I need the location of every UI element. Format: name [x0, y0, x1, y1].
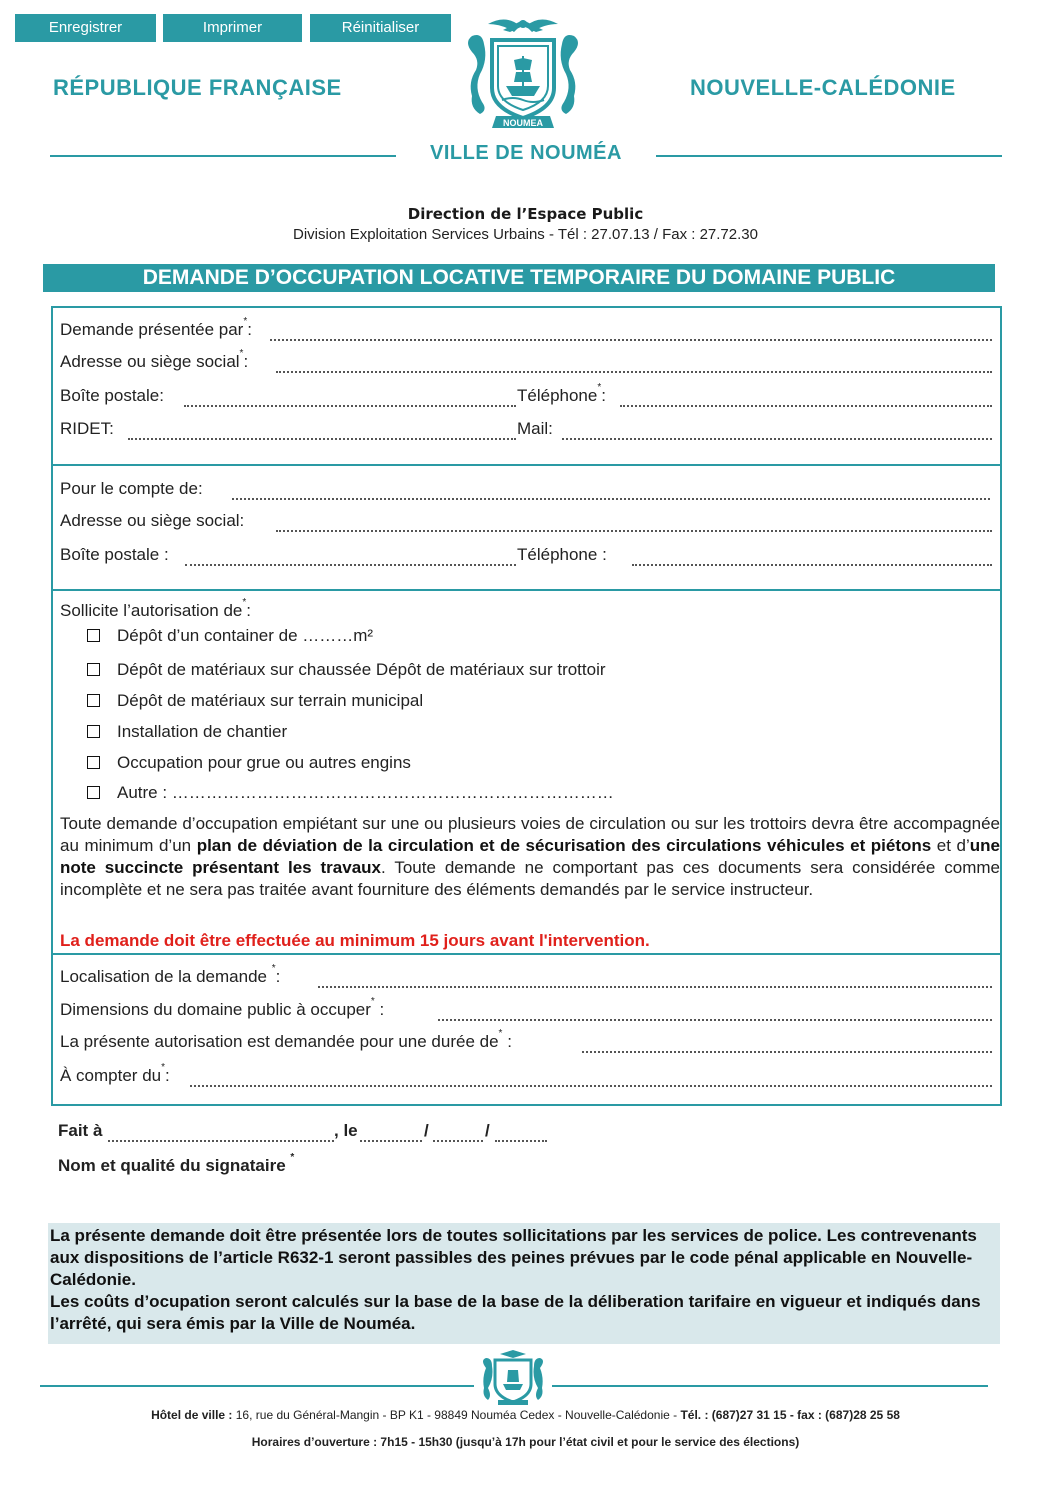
applicant-phone-field[interactable] — [620, 391, 992, 407]
option-site-installation-label: Installation de chantier — [117, 722, 288, 741]
behalf-address-label: Adresse ou siège social: — [60, 511, 245, 530]
legal-paragraph-costs: Les coûts d’ocupation seront calculés sur la base de la base de la déliberation tarifaire en vigueur et indiqués dans l’arrêté, qui sera émis par la Ville de Nouméa. — [50, 1292, 981, 1333]
footer-address: Hôtel de ville : 16, rue du Général-Mangin - BP K1 - 98849 Nouméa Cedex - Nouvelle-Calédonie - Tél. : (687)27 31 15 - fax : (687)28 25 58 — [151, 1408, 900, 1422]
option-materials-road-label: Dépôt de matériaux sur chaussée Dépôt de matériaux sur trottoir — [117, 660, 606, 679]
dimensions-label: Dimensions du domaine public à occuper* : — [60, 996, 385, 1019]
account-of-field[interactable] — [232, 484, 990, 500]
duration-label: La présente autorisation est demandée pour une durée de* : — [60, 1028, 512, 1051]
save-button[interactable]: Enregistrer — [15, 14, 156, 42]
start-date-field[interactable] — [190, 1071, 992, 1087]
checkbox-container[interactable] — [87, 629, 100, 642]
behalf-phone-label: Téléphone : — [517, 545, 607, 564]
legal-paragraph-police: La présente demande doit être présentée lors de toutes sollicitations par les services de police. Les contrevenants aux dispositions de l’article R632-1 seront passibles des peines prévues par le code pénal applicable en Nouvelle-Calédonie. — [50, 1226, 977, 1289]
signatory-label: Nom et qualité du signataire * — [58, 1152, 295, 1175]
footer-rule-left — [40, 1385, 474, 1387]
date-day-field[interactable] — [360, 1126, 422, 1142]
date-month-field[interactable] — [433, 1126, 483, 1142]
print-button[interactable]: Imprimer — [163, 14, 302, 42]
header-rule-left — [50, 155, 396, 157]
duration-field[interactable] — [582, 1037, 992, 1053]
done-at-field[interactable] — [108, 1126, 334, 1142]
option-container-label: Dépôt d’un container de ………m² — [117, 626, 374, 645]
reset-button[interactable]: Réinitialiser — [310, 14, 451, 42]
checkbox-other[interactable] — [87, 786, 100, 799]
dimensions-field[interactable] — [438, 1005, 992, 1021]
ridet-field[interactable] — [128, 424, 516, 440]
date-label: , le — [334, 1121, 358, 1140]
option-municipal-land-label: Dépôt de matériaux sur terrain municipal — [117, 691, 424, 710]
deadline-warning: La demande doit être effectuée au minimum 15 jours avant l'intervention. — [60, 931, 650, 950]
requirements-notice: Toute demande d’occupation empiétant sur une ou plusieurs voies de circulation ou sur les trottoirs devra être accompagnée au minimum d’un plan de déviation de la circulation et de sécurisation des circulations véhicules et piétons et d’une note succincte présentant les travaux. Toute demande ne comportant pas ces documents sera considérée comme incomplète et ne sera pas traitée avant fourniture des éléments demandés par le service instructeur. — [60, 814, 1000, 899]
date-separator: / — [424, 1121, 429, 1140]
division-contact: Division Exploitation Services Urbains - Tél : 27.07.13 / Fax : 27.72.30 — [293, 226, 758, 243]
legal-notice-box — [48, 1223, 1000, 1344]
section-divider — [51, 464, 1002, 466]
noumea-crest-logo — [458, 12, 588, 130]
mail-label: Mail: — [517, 419, 553, 438]
footer-crest-logo — [478, 1350, 548, 1406]
done-at-label: Fait à — [58, 1121, 103, 1140]
behalf-po-box-field[interactable] — [185, 550, 516, 566]
requested-by-label: Demande présentée par*: — [60, 316, 252, 339]
footer-hours: Horaires d’ouverture : 7h15 - 15h30 (jusqu’à 17h pour l’état civil et pour le service des élections) — [251, 1435, 800, 1449]
location-label: Localisation de la demande *: — [60, 963, 281, 986]
location-field[interactable] — [318, 972, 992, 988]
header-rule-right — [656, 155, 1002, 157]
account-of-label: Pour le compte de: — [60, 479, 203, 498]
city-title: VILLE DE NOUMÉA — [430, 142, 622, 164]
authorization-label: Sollicite l’autorisation de*: — [60, 597, 252, 620]
applicant-address-field[interactable] — [276, 357, 992, 373]
start-date-label: À compter du*: — [60, 1062, 170, 1085]
crest-banner-text: NOUMEA — [503, 118, 543, 128]
direction-title: Direction de l’Espace Public — [407, 205, 644, 223]
ridet-label: RIDET: — [60, 419, 114, 438]
section-divider — [51, 953, 1002, 955]
option-crane-label: Occupation pour grue ou autres engins — [117, 753, 411, 772]
applicant-phone-label: Téléphone*: — [517, 382, 606, 405]
footer-rule-right — [552, 1385, 988, 1387]
checkbox-municipal-land[interactable] — [87, 694, 100, 707]
checkbox-crane[interactable] — [87, 756, 100, 769]
nouvelle-caledonie-heading: NOUVELLE-CALÉDONIE — [690, 75, 956, 100]
applicant-po-box-field[interactable] — [184, 391, 516, 407]
behalf-phone-field[interactable] — [632, 550, 992, 566]
applicant-po-box-label: Boîte postale: — [60, 386, 164, 405]
mail-field[interactable] — [562, 424, 992, 440]
behalf-po-box-label: Boîte postale : — [60, 545, 169, 564]
requested-by-field[interactable] — [270, 325, 992, 341]
checkbox-site-installation[interactable] — [87, 725, 100, 738]
republique-francaise-heading: RÉPUBLIQUE FRANÇAISE — [53, 75, 342, 100]
date-year-field[interactable] — [495, 1126, 547, 1142]
form-title: DEMANDE D’OCCUPATION LOCATIVE TEMPORAIRE DU DOMAINE PUBLIC — [43, 264, 995, 292]
date-separator: / — [485, 1121, 490, 1140]
checkbox-materials-road[interactable] — [87, 663, 100, 676]
section-divider — [51, 589, 1002, 591]
option-other-label: Autre : …………………………………………………………………… — [117, 783, 614, 802]
applicant-address-label: Adresse ou siège social*: — [60, 348, 249, 371]
behalf-address-field[interactable] — [276, 516, 992, 532]
